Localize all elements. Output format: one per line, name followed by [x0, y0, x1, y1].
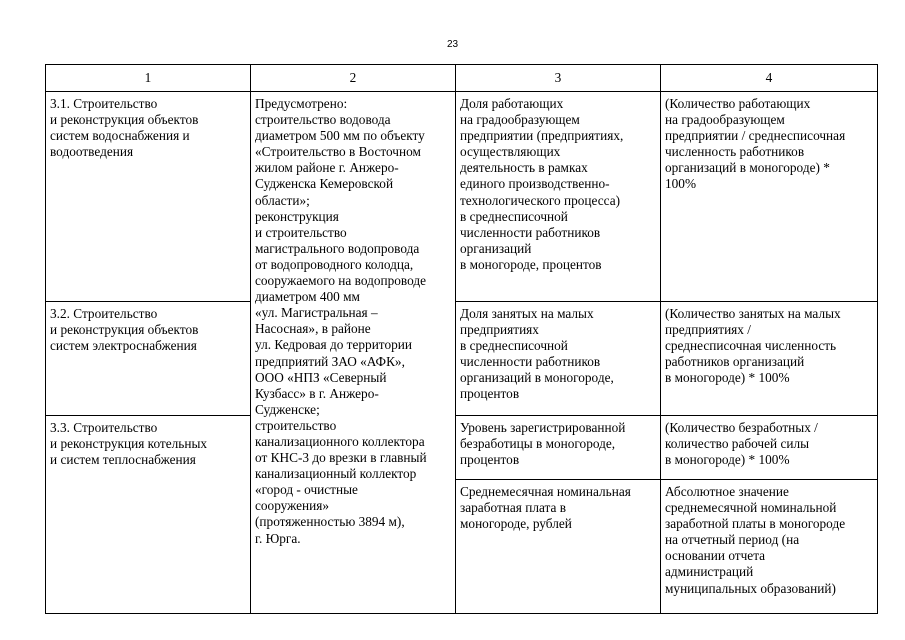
cell-line: диаметром 500 мм по объекту	[255, 128, 425, 144]
cell-line: количество рабочей силы	[665, 436, 810, 452]
page-number: 23	[446, 39, 459, 50]
planned-measures-cell	[251, 92, 456, 614]
cell-line: в моногороде) * 100%	[665, 452, 790, 468]
cell-line: предприятии / среднесписочная	[665, 128, 846, 144]
cell-line: и реконструкция котельных	[50, 436, 208, 452]
header-col-4: 4	[661, 65, 878, 92]
cell-line: от водопроводного колодца,	[255, 256, 414, 272]
cell-line: муниципальных образований)	[665, 580, 836, 596]
cell-line: области»;	[255, 192, 310, 208]
cell-line: технологического процесса)	[460, 192, 621, 208]
cell-line: в среднесписочной	[460, 338, 568, 354]
cell-line: Судженска Кемеровской	[255, 176, 394, 192]
cell-line: канализационного коллектора	[255, 433, 425, 449]
row-3-2-formula	[661, 302, 878, 416]
cell-line: численность работников	[665, 144, 805, 160]
header-col-2: 2	[251, 65, 456, 92]
cell-line: ул. Кедровая до территории	[255, 337, 412, 353]
cell-line: в моногороде, процентов	[460, 256, 602, 272]
cell-line: безработицы в моногороде,	[460, 436, 616, 452]
cell-line: заработная плата в	[460, 500, 566, 516]
cell-line: систем электроснабжения	[50, 338, 197, 354]
cell-line: реконструкция	[255, 208, 339, 224]
cell-line: Абсолютное значение	[665, 484, 789, 499]
cell-line: 3.3. Строительство	[50, 420, 158, 435]
cell-line: систем водоснабжения и	[50, 128, 190, 144]
cell-line: моногороде, рублей	[460, 516, 572, 532]
cell-line: работников организаций	[665, 354, 805, 370]
row-3-2-indicator	[456, 302, 661, 416]
table-row	[46, 92, 878, 302]
cell-line: предприятий ЗАО «АФК»,	[255, 353, 405, 369]
table-row	[46, 416, 878, 480]
cell-line: канализационный коллектор	[255, 466, 417, 482]
row-3-4-formula	[661, 480, 878, 614]
cell-line: диаметром 400 мм	[255, 289, 360, 305]
cell-line: и реконструкция объектов	[50, 112, 199, 128]
cell-line: (Количество безработных /	[665, 420, 818, 435]
cell-line: организаций в моногороде,	[460, 370, 614, 386]
row-3-4-indicator	[456, 480, 661, 614]
cell-line: Доля занятых на малых	[460, 306, 594, 321]
cell-line: численности работников	[460, 354, 601, 370]
cell-line: на градообразующем	[460, 112, 580, 128]
cell-line: Уровень зарегистрированной	[460, 420, 626, 435]
cell-line: единого производственно-	[460, 176, 610, 192]
cell-line: Среднемесячная номинальная	[460, 484, 631, 499]
cell-line: основании отчета	[665, 548, 766, 564]
cell-line: «ул. Магистральная –	[255, 305, 378, 321]
cell-line: деятельность в рамках	[460, 160, 588, 176]
cell-line: в моногороде) * 100%	[665, 370, 790, 386]
row-3-1-activity	[46, 92, 251, 302]
cell-line: 3.1. Строительство	[50, 96, 158, 111]
cell-line: в среднесписочной	[460, 208, 568, 224]
row-3-1-indicator	[456, 92, 661, 302]
cell-line: г. Юрга.	[255, 530, 301, 546]
cell-line: администраций	[665, 564, 754, 580]
cell-line: «Строительство в Восточном	[255, 144, 421, 160]
cell-line: 100%	[665, 176, 697, 192]
row-3-2-activity	[46, 302, 251, 416]
cell-line: процентов	[460, 452, 520, 468]
cell-line: на отчетный период (на	[665, 532, 800, 548]
cell-line: процентов	[460, 386, 520, 402]
cell-line: предприятии (предприятиях,	[460, 128, 624, 144]
header-col-3: 3	[456, 65, 661, 92]
header-row	[46, 65, 878, 92]
cell-line: заработной платы в моногороде	[665, 516, 846, 532]
cell-line: организаций	[460, 240, 532, 256]
cell-line: «город - очистные	[255, 482, 358, 498]
cell-line: среднемесячной номинальной	[665, 500, 837, 516]
cell-line: и строительство	[255, 224, 347, 240]
cell-line: организаций в моногороде) *	[665, 160, 830, 176]
row-3-1-formula	[661, 92, 878, 302]
row-3-3-formula	[661, 416, 878, 480]
cell-line: предприятиях /	[665, 322, 751, 338]
cell-line: осуществляющих	[460, 144, 561, 160]
cell-line: Кузбасс» в г. Анжеро-	[255, 385, 379, 401]
cell-line: Насосная», в районе	[255, 321, 371, 337]
cell-line: сооружаемого на водопроводе	[255, 273, 427, 289]
row-3-3-indicator	[456, 416, 661, 480]
cell-line: магистрального водопровода	[255, 240, 420, 256]
cell-line: сооружения»	[255, 498, 330, 514]
cell-line: предприятиях	[460, 322, 539, 338]
cell-line: и реконструкция объектов	[50, 322, 199, 338]
cell-line: среднесписочная численность	[665, 338, 837, 354]
cell-line: 3.2. Строительство	[50, 306, 158, 321]
cell-line: Доля работающих	[460, 96, 564, 111]
cell-line: (протяженностью 3894 м),	[255, 514, 405, 530]
cell-line: строительство	[255, 417, 337, 433]
cell-line: ООО «НПЗ «Северный	[255, 369, 387, 385]
cell-line: Судженске;	[255, 401, 320, 417]
cell-line: строительство водовода	[255, 112, 391, 128]
cell-line: водоотведения	[50, 144, 134, 160]
indicators-table	[45, 64, 878, 614]
cell-line: Предусмотрено:	[255, 96, 348, 111]
cell-line: на градообразующем	[665, 112, 785, 128]
cell-line: численности работников	[460, 224, 601, 240]
cell-line: (Количество работающих	[665, 96, 811, 111]
cell-line: от КНС-3 до врезки в главный	[255, 450, 427, 466]
cell-line: и систем теплоснабжения	[50, 452, 196, 468]
cell-line: жилом районе г. Анжеро-	[255, 160, 399, 176]
row-3-3-activity	[46, 416, 251, 614]
table-row	[46, 302, 878, 416]
cell-line: (Количество занятых на малых	[665, 306, 841, 321]
header-col-1: 1	[46, 65, 251, 92]
